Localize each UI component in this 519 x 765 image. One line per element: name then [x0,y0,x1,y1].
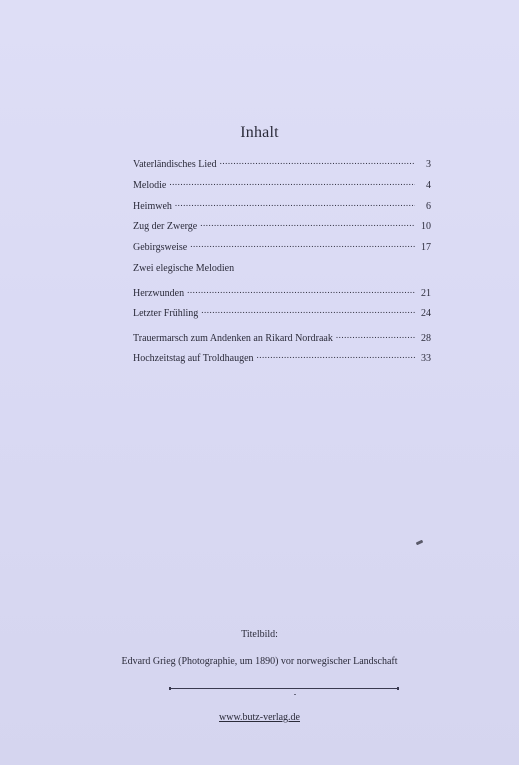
toc-entry [133,329,431,343]
toc-entry-title: Trauermarsch zum Andenken an Rikard Nordraak [133,333,333,344]
publisher-link[interactable]: www.butz-verlag.de [219,712,300,723]
toc-leader-dots [169,176,415,188]
print-speck [416,540,424,546]
toc-leader-dots [200,217,415,229]
toc-entry [133,284,431,298]
toc-entry-title: Gebirgsweise [133,242,188,253]
toc-entry-page: 10 [421,221,431,232]
toc-entry-page: 24 [421,308,431,319]
toc-leader-dots [175,197,415,209]
toc-entry [133,176,431,190]
divider-rule [169,688,399,689]
toc-entry-title: Melodie [133,180,167,191]
toc-entry-title: Vaterländisches Lied [133,159,217,170]
toc-entry [133,238,431,252]
toc-entry-page: 33 [421,353,431,364]
toc-entry-page: 28 [421,333,431,344]
toc-leader-dots [220,155,415,167]
toc-entry [133,304,431,318]
toc-entry-title: Zug der Zwerge [133,221,198,232]
toc-title: Inhalt [240,124,279,141]
toc-entry [133,217,431,231]
toc-entry [133,197,431,211]
toc-entry-title: Herzwunden [133,288,185,299]
toc-entry-page: 21 [421,288,431,299]
toc-leader-dots [187,284,415,296]
toc-leader-dots [257,349,415,361]
toc-entry [133,155,431,169]
toc-leader-dots [336,329,415,341]
toc-group-heading: Zwei elegische Melodien [133,263,235,274]
toc-entry-title: Heimweh [133,201,172,212]
toc-leader-dots [201,304,415,316]
toc-entry-title: Hochzeitstag auf Troldhaugen [133,353,254,364]
toc-leader-dots [190,238,415,250]
toc-entry-page: 6 [426,201,431,212]
toc-entry [133,349,431,363]
cover-image-label: Titelbild: [241,629,278,640]
divider-dot [294,694,296,695]
toc-entry-page: 3 [426,159,431,170]
publisher-url [0,712,519,723]
toc-entry-page: 4 [426,180,431,191]
toc-entry-title: Letzter Frühling [133,308,199,319]
toc-entry-page: 17 [421,242,431,253]
cover-image-caption: Edvard Grieg (Photographie, um 1890) vor norwegischer Landschaft [121,656,398,667]
